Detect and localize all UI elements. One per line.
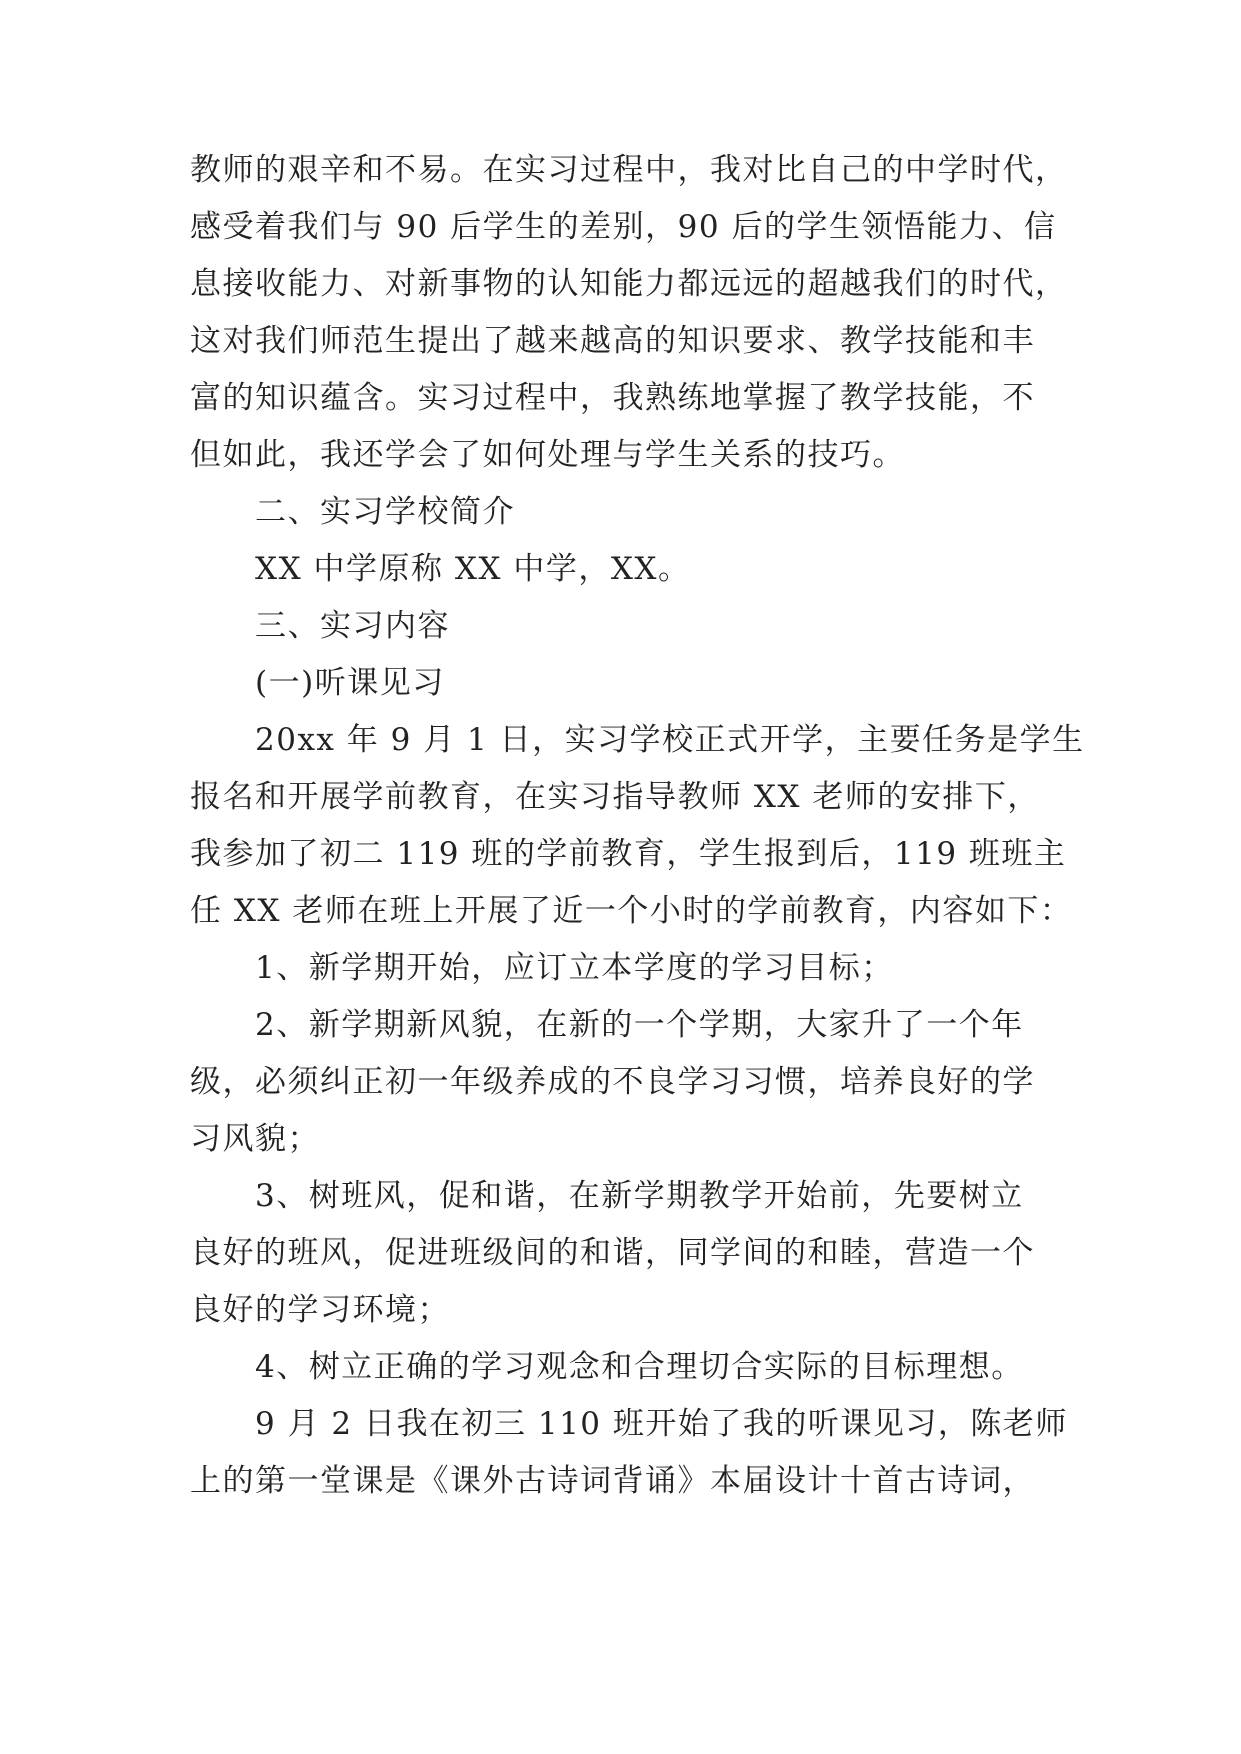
section-heading: 二、实习学校简介 <box>255 494 515 530</box>
list-item: 1、新学期开始，应订立本学度的学习目标； <box>255 950 894 986</box>
text-line: 上的第一堂课是《课外古诗词背诵》本届设计十首古诗词， <box>190 1463 1035 1499</box>
text-line: XX 中学原称 XX 中学，XX。 <box>255 551 691 587</box>
text-line: 20xx 年 9 月 1 日，实习学校正式开学，主要任务是学生 <box>255 722 1085 758</box>
text-line: 教师的艰辛和不易。在实习过程中，我对比自己的中学时代， <box>190 152 1068 188</box>
list-item: 2、新学期新风貌，在新的一个学期，大家升了一个年 <box>255 1007 1024 1043</box>
text-line: 感受着我们与 90 后学生的差别，90 后的学生领悟能力、信 <box>190 209 1057 245</box>
text-line: 良好的班风，促进班级间的和谐，同学间的和睦，营造一个 <box>190 1235 1035 1271</box>
section-heading: 三、实习内容 <box>255 608 450 644</box>
text-line: 级，必须纠正初一年级养成的不良学习习惯，培养良好的学 <box>190 1064 1035 1100</box>
list-item: 4、树立正确的学习观念和合理切合实际的目标理想。 <box>255 1349 1024 1385</box>
text-line: 但如此，我还学会了如何处理与学生关系的技巧。 <box>190 437 905 473</box>
list-item: 3、树班风，促和谐，在新学期教学开始前，先要树立 <box>255 1178 1024 1214</box>
text-line: 习风貌； <box>190 1121 320 1157</box>
text-line: 良好的学习环境； <box>190 1292 450 1328</box>
text-line: 这对我们师范生提出了越来越高的知识要求、教学技能和丰 <box>190 323 1035 359</box>
text-line: 任 XX 老师在班上开展了近一个小时的学前教育，内容如下： <box>190 893 1073 929</box>
text-line: 报名和开展学前教育，在实习指导教师 XX 老师的安排下， <box>190 779 1040 815</box>
text-line: 9 月 2 日我在初三 110 班开始了我的听课见习，陈老师 <box>255 1406 1068 1442</box>
text-line: 富的知识蕴含。实习过程中，我熟练地掌握了教学技能，不 <box>190 380 1035 416</box>
text-line: 息接收能力、对新事物的认知能力都远远的超越我们的时代， <box>190 266 1068 302</box>
text-line: 我参加了初二 119 班的学前教育，学生报到后，119 班班主 <box>190 836 1067 872</box>
subsection-heading: (一)听课见习 <box>255 665 445 701</box>
